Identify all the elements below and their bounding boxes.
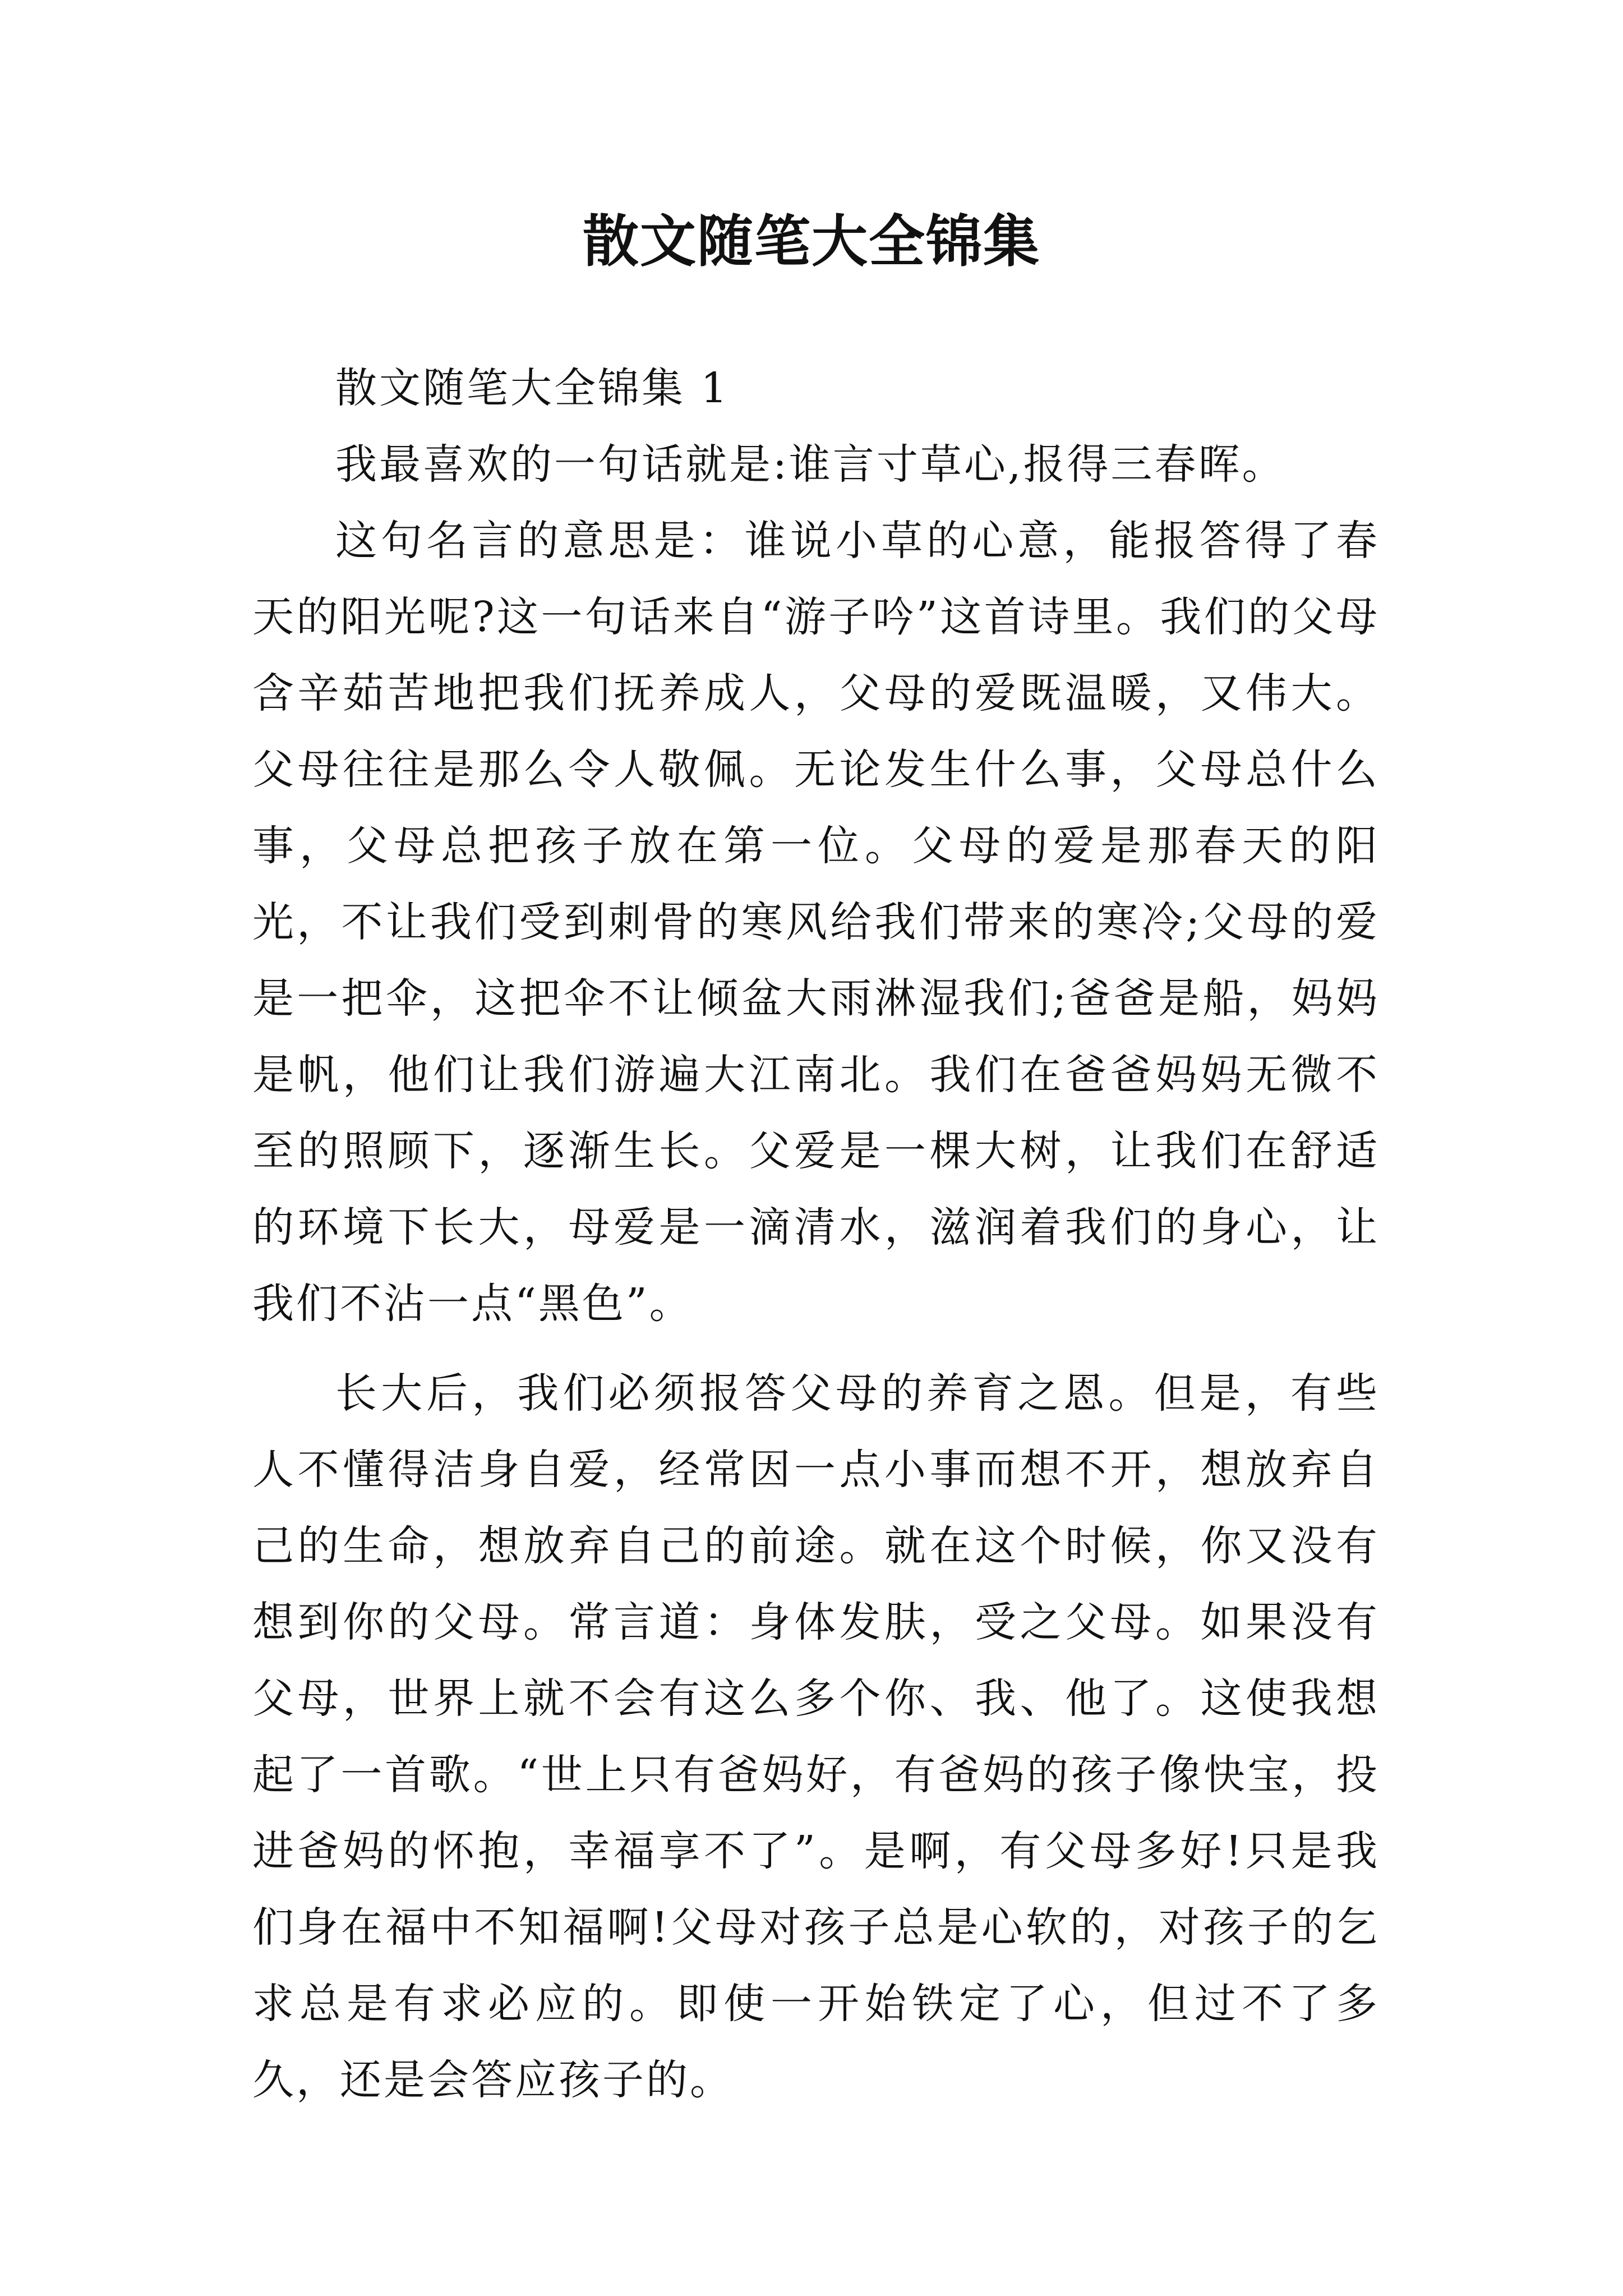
document-title: 散文随笔大全锦集 bbox=[583, 208, 1040, 274]
document-body bbox=[252, 350, 1380, 2118]
paragraph: 我最喜欢的一句话就是:谁言寸草心,报得三春晖。 bbox=[335, 440, 1286, 489]
section-heading: 散文随笔大全锦集 1 bbox=[335, 364, 730, 412]
paragraph: 这句名言的意思是：谁说小草的心意，能报答得了春天的阳光呢?这一句话来自“游子吟”这首诗里。我们的父母含辛茹苦地把我们抚养成人，父母的爱既温暖，又伟大。父母往往是那么令人敬佩。无论发生什么事，父母总什么事，父母总把孩子放在第一位。父母的爱是那春天的阳光，不让我们受到刺骨的寒风给我们带来的寒冷;父母的爱是一把伞，这把伞不让倾盆大雨淋湿我们;爸爸是船，妈妈是帆，他们让我们游遍大江南北。我们在爸爸妈妈无微不至的照顾下，逐渐生长。父爱是一棵大树，让我们在舒适的环境下长大，母爱是一滴清水，滋润着我们的身心，让我们不沾一点“黑色”。 bbox=[252, 517, 1380, 1328]
paragraph: 长大后，我们必须报答父母的养育之恩。但是，有些人不懂得洁身自爱，经常因一点小事而想不开，想放弃自己的生命，想放弃自己的前途。就在这个时候，你又没有想到你的父母。常言道：身体发肤，受之父母。如果没有父母，世界上就不会有这么多个你、我、他了。这使我想起了一首歌。“世上只有爸妈好，有爸妈的孩子像快宝，投进爸妈的怀抱，幸福享不了”。是啊，有父母多好!只是我们身在福中不知福啊!父母对孩子总是心软的，对孩子的乞求总是有求必应的。即使一开始铁定了心，但过不了多久，还是会答应孩子的。 bbox=[252, 1369, 1380, 2104]
